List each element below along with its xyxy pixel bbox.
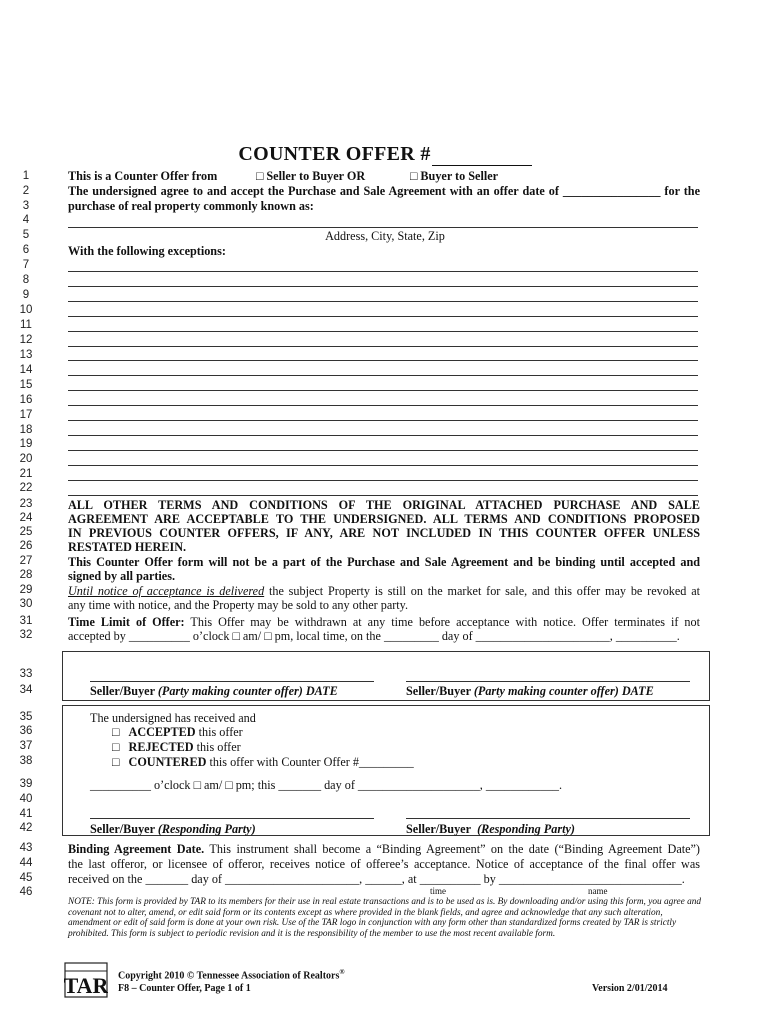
line-number: 38 — [19, 755, 33, 767]
response-time-line[interactable]: __________ o’clock □ am/ □ pm; this _______ day of ____________________, ____________. — [90, 778, 563, 792]
line-number: 2 — [22, 185, 30, 197]
exception-line[interactable] — [68, 331, 698, 332]
all-terms-line-4: RESTATED HEREIN. — [68, 540, 187, 554]
accepted-checkbox[interactable]: □ ACCEPTED this offer — [112, 725, 243, 739]
responding-party-signature-line-right[interactable] — [406, 818, 690, 819]
tar-logo — [64, 962, 108, 998]
line-number: 23 — [19, 498, 33, 510]
line-number: 11 — [20, 319, 32, 331]
offering-party-signature-line-right[interactable] — [406, 681, 690, 682]
notice-underlined: Until notice of acceptance is delivered — [68, 584, 265, 598]
responding-party-caption-right: Seller/Buyer (Responding Party) — [406, 822, 575, 836]
line-number: 39 — [19, 778, 33, 790]
binding-date-line-3[interactable]: received on the _______ day of ______________________, ______, at __________ by ______________________________. — [68, 872, 685, 886]
exception-line[interactable] — [68, 360, 698, 361]
address-caption: Address, City, State, Zip — [325, 229, 445, 243]
line-number: 4 — [22, 214, 30, 226]
rejected-checkbox[interactable]: □ REJECTED this offer — [112, 740, 241, 754]
exception-line[interactable] — [68, 390, 698, 391]
exception-line[interactable] — [68, 465, 698, 466]
exception-line[interactable] — [68, 435, 698, 436]
exception-line[interactable] — [68, 450, 698, 451]
line-number: 17 — [19, 409, 33, 421]
line-number: 18 — [19, 424, 33, 436]
line-number: 6 — [22, 244, 30, 256]
seller-to-buyer-checkbox[interactable]: □ Seller to Buyer OR — [256, 169, 366, 183]
line-number: 46 — [19, 886, 33, 898]
line-number: 13 — [19, 349, 33, 361]
exception-line[interactable] — [68, 271, 698, 272]
line-number: 20 — [19, 453, 33, 465]
line-number: 14 — [19, 364, 33, 376]
line-number: 45 — [19, 872, 33, 884]
line-number: 29 — [19, 584, 33, 596]
binding-date-label: Binding Agreement Date. — [68, 842, 205, 856]
exception-line[interactable] — [68, 375, 698, 376]
line-number: 27 — [19, 555, 33, 567]
exception-line[interactable] — [68, 316, 698, 317]
agreement-offer-date-line: The undersigned agree to and accept the Purchase and Sale Agreement with an offer date of ________________ for the — [68, 184, 700, 198]
line-number: 37 — [19, 740, 33, 752]
name-caption: name — [588, 886, 608, 896]
line-number: 19 — [19, 438, 33, 450]
offering-party-caption-right: Seller/Buyer (Party making counter offer) DATE — [406, 684, 654, 698]
countered-checkbox[interactable]: □ COUNTERED this offer with Counter Offer #_________ — [112, 755, 414, 769]
notice-line-1 — [68, 584, 700, 598]
line-number: 21 — [19, 468, 33, 480]
line-number: 26 — [19, 540, 33, 552]
line-number: 43 — [19, 842, 33, 854]
all-terms-line-3: IN PREVIOUS COUNTER OFFERS, IF ANY, ARE NOT INCLUDED IN THIS COUNTER OFFER UNLESS — [68, 526, 700, 540]
address-field[interactable] — [68, 227, 698, 228]
responding-party-caption-left: Seller/Buyer (Responding Party) — [90, 822, 256, 836]
offering-party-signature-line-left[interactable] — [90, 681, 374, 682]
binding-date-line-2: the last offeror, or licensee of offeror, receives notice of offeree’s acceptance. Notice of acceptance of the final offer was — [68, 857, 700, 871]
line-number: 1 — [22, 170, 30, 182]
copyright-line: Copyright 2010 © Tennessee Association of Realtors® — [118, 968, 345, 982]
response-intro: The undersigned has received and — [90, 711, 256, 725]
line-number: 7 — [22, 259, 30, 271]
exception-line[interactable] — [68, 405, 698, 406]
exception-line[interactable] — [68, 301, 698, 302]
all-terms-line-2: AGREEMENT ARE ACCEPTABLE TO THE UNDERSIGNED. ALL TERMS AND CONDITIONS PROPOSED — [68, 512, 700, 526]
line-number: 15 — [19, 379, 33, 391]
all-terms-line-1: ALL OTHER TERMS AND CONDITIONS OF THE ORIGINAL ATTACHED PURCHASE AND SALE — [68, 498, 700, 512]
time-limit-line-2[interactable]: accepted by __________ o’clock □ am/ □ pm, local time, on the _________ day of ______________________, __________. — [68, 629, 680, 643]
property-known-as-label: purchase of real property commonly known as: — [68, 199, 314, 213]
line-number: 12 — [19, 334, 33, 346]
notice-line-2: any time with notice, and the Property may be sold to any other party. — [68, 598, 409, 612]
line-number: 33 — [19, 668, 33, 680]
buyer-to-seller-checkbox[interactable]: □ Buyer to Seller — [410, 169, 499, 183]
binding-date-line-1: Binding Agreement Date. This instrument shall become a “Binding Agreement” on the date (“Binding Agreement Date”) — [68, 842, 700, 856]
line-number: 3 — [22, 200, 30, 212]
line-number: 36 — [19, 725, 33, 737]
form-identifier: F8 – Counter Offer, Page 1 of 1 — [118, 983, 251, 994]
version-label: Version 2/01/2014 — [592, 983, 668, 994]
line-number: 22 — [19, 482, 33, 494]
line-number: 9 — [22, 289, 30, 301]
line-number: 35 — [19, 711, 33, 723]
disclaimer-note: NOTE: This form is provided by TAR to its members for their use in real estate transactions and is to be used as is. By downloading and/or using this form, you agree and covenant not to alter, amend, or edit said form or its contents except as where provided in the blank fields, and agree and acknowledge that any such alteration, amendment or edit of said form is done at your own risk. Use of the TAR logo in conjunction with any form other than standardized forms created by TAR is strictly prohibited. This form is subject to periodic revision and it is the responsibility of the member to use the most recent available form. — [68, 897, 702, 939]
exceptions-label: With the following exceptions: — [68, 244, 226, 258]
time-limit-label: Time Limit of Offer: — [68, 615, 185, 629]
line-number: 16 — [19, 394, 33, 406]
time-limit-line-1 — [68, 615, 700, 629]
offering-party-caption-left: Seller/Buyer (Party making counter offer) DATE — [90, 684, 338, 698]
exception-line[interactable] — [68, 420, 698, 421]
exception-line[interactable] — [68, 286, 698, 287]
exception-line[interactable] — [68, 495, 698, 496]
notice-rest: the subject Property is still on the market for sale, and this offer may be revoked at — [264, 584, 700, 598]
line-number: 42 — [19, 822, 33, 834]
line-number: 41 — [19, 808, 33, 820]
binding-note-line-1: This Counter Offer form will not be a part of the Purchase and Sale Agreement and be binding until accepted and — [68, 555, 700, 569]
line-number: 31 — [19, 615, 33, 627]
line-number: 8 — [22, 274, 30, 286]
form-title — [0, 143, 770, 166]
line-number: 24 — [19, 512, 33, 524]
binding-note-line-2: signed by all parties. — [68, 569, 175, 583]
line-number: 32 — [19, 629, 33, 641]
line-number: 28 — [19, 569, 33, 581]
line-number: 5 — [22, 229, 30, 241]
responding-party-signature-line-left[interactable] — [90, 818, 374, 819]
line-number: 30 — [19, 598, 33, 610]
time-limit-rest: This Offer may be withdrawn at any time before acceptance with notice. Offer terminates if not — [184, 615, 700, 629]
line-number: 34 — [19, 684, 33, 696]
form-title-text: COUNTER OFFER # — [238, 143, 431, 165]
line-number: 44 — [19, 857, 33, 869]
counter-offer-from-label: This is a Counter Offer from — [68, 169, 218, 183]
exception-line[interactable] — [68, 346, 698, 347]
line-number: 40 — [19, 793, 33, 805]
line-number: 25 — [19, 526, 33, 538]
exception-line[interactable] — [68, 480, 698, 481]
counter-offer-number-field[interactable] — [432, 147, 532, 166]
svg-text:TAR: TAR — [64, 973, 108, 998]
time-caption: time — [430, 886, 446, 896]
line-number: 10 — [19, 304, 33, 316]
